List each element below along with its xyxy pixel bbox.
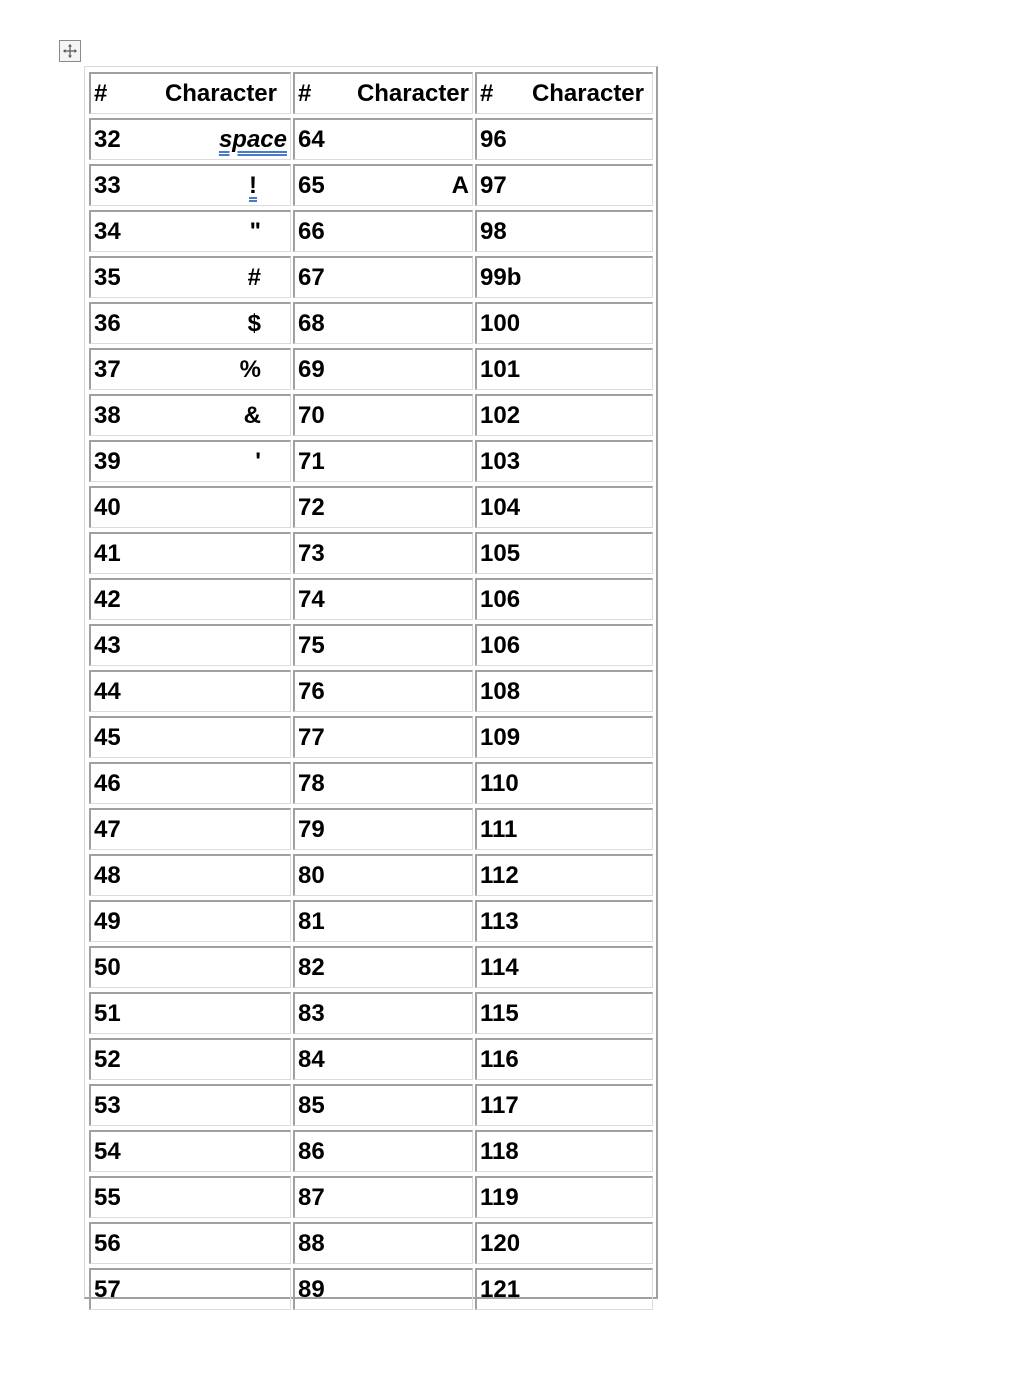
- table-cell[interactable]: [475, 346, 655, 392]
- code-number: 121: [480, 1275, 521, 1303]
- code-number: 36: [94, 309, 121, 337]
- code-number: 117: [480, 1091, 519, 1119]
- code-number: 64: [298, 125, 325, 153]
- code-number: 72: [298, 493, 325, 521]
- code-number: 34: [94, 217, 121, 245]
- code-number: 104: [480, 493, 521, 521]
- code-number: 109: [480, 723, 521, 751]
- code-number: 75: [298, 631, 325, 659]
- code-number: 118: [480, 1137, 519, 1165]
- table-cell[interactable]: [293, 484, 475, 530]
- code-number: 38: [94, 401, 121, 429]
- code-number: 87: [298, 1183, 325, 1211]
- character-value: ': [255, 447, 261, 475]
- code-number: 44: [94, 677, 121, 705]
- code-number: 40: [94, 493, 121, 521]
- ascii-table: [89, 70, 655, 1312]
- table-cell[interactable]: [475, 1036, 655, 1082]
- table-cell[interactable]: [293, 622, 475, 668]
- table-cell[interactable]: [89, 530, 293, 576]
- table-cell[interactable]: [475, 668, 655, 714]
- code-number: 110: [480, 769, 519, 797]
- code-number: 47: [94, 815, 121, 843]
- table-cell[interactable]: [293, 162, 475, 208]
- code-number: 48: [94, 861, 121, 889]
- table-cell[interactable]: [475, 576, 655, 622]
- code-number: 45: [94, 723, 121, 751]
- table-cell[interactable]: [89, 162, 293, 208]
- code-number: 68: [298, 309, 325, 337]
- table-cell[interactable]: [475, 714, 655, 760]
- code-number: 105: [480, 539, 521, 567]
- code-number: 78: [298, 769, 325, 797]
- table-cell[interactable]: [293, 760, 475, 806]
- table-row: [89, 622, 655, 668]
- code-number: 97: [480, 171, 507, 199]
- table-cell[interactable]: [293, 346, 475, 392]
- header-col-group-2: [293, 70, 475, 116]
- code-number: 74: [298, 585, 325, 613]
- table-cell[interactable]: [89, 116, 293, 162]
- ascii-table-container: [84, 66, 658, 1303]
- table-cell[interactable]: [293, 254, 475, 300]
- code-number: 99b: [480, 263, 522, 291]
- code-number: 98: [480, 217, 507, 245]
- table-cell[interactable]: [293, 668, 475, 714]
- table-cell[interactable]: [293, 300, 475, 346]
- code-number: 76: [298, 677, 325, 705]
- table-cell[interactable]: [293, 116, 475, 162]
- table-cell[interactable]: [89, 898, 293, 944]
- table-cell[interactable]: [475, 760, 655, 806]
- table-cell[interactable]: [475, 1266, 655, 1312]
- code-number: 46: [94, 769, 121, 797]
- table-cell[interactable]: [475, 438, 655, 484]
- table-row: [89, 254, 655, 300]
- code-number: 84: [298, 1045, 325, 1073]
- table-cell[interactable]: [89, 208, 293, 254]
- code-number: 102: [480, 401, 521, 429]
- code-number: 106: [480, 585, 521, 613]
- table-cell[interactable]: [475, 530, 655, 576]
- code-number: 49: [94, 907, 121, 935]
- table-cell[interactable]: [475, 300, 655, 346]
- table-cell[interactable]: [293, 806, 475, 852]
- table-cell[interactable]: [89, 300, 293, 346]
- code-number: 120: [480, 1229, 521, 1257]
- code-number: 67: [298, 263, 325, 291]
- table-cell[interactable]: [89, 806, 293, 852]
- code-number: 106: [480, 631, 521, 659]
- code-number: 41: [94, 539, 121, 567]
- table-row: [89, 392, 655, 438]
- code-number: 32: [94, 125, 121, 153]
- table-cell[interactable]: [475, 1174, 655, 1220]
- code-number: 108: [480, 677, 521, 705]
- table-cell[interactable]: [89, 1220, 293, 1266]
- table-header-row: [89, 70, 655, 116]
- code-number: 88: [298, 1229, 325, 1257]
- code-number: 37: [94, 355, 121, 383]
- table-row: [89, 1266, 655, 1312]
- table-row: [89, 668, 655, 714]
- table-cell[interactable]: [475, 806, 655, 852]
- code-number: 71: [298, 447, 325, 475]
- table-cell[interactable]: [89, 944, 293, 990]
- table-cell[interactable]: [475, 392, 655, 438]
- table-row: [89, 346, 655, 392]
- header-number-1: #: [94, 79, 108, 107]
- table-cell[interactable]: [89, 852, 293, 898]
- character-value: %: [239, 355, 261, 383]
- table-row: [89, 1174, 655, 1220]
- code-number: 116: [480, 1045, 519, 1073]
- table-cell[interactable]: [89, 990, 293, 1036]
- code-number: 86: [298, 1137, 325, 1165]
- table-cell[interactable]: [293, 208, 475, 254]
- table-row: [89, 530, 655, 576]
- table-cell[interactable]: [293, 1174, 475, 1220]
- table-cell[interactable]: [293, 852, 475, 898]
- table-cell[interactable]: [475, 1220, 655, 1266]
- code-number: 39: [94, 447, 121, 475]
- header-character-3: Character: [531, 79, 644, 107]
- header-col-group-1: [89, 70, 293, 116]
- table-row: [89, 116, 655, 162]
- table-cell[interactable]: [475, 484, 655, 530]
- code-number: 53: [94, 1091, 121, 1119]
- table-cell[interactable]: [293, 576, 475, 622]
- code-number: 51: [94, 999, 121, 1027]
- character-value: &: [243, 401, 261, 429]
- table-row: [89, 1082, 655, 1128]
- table-cell[interactable]: [475, 162, 655, 208]
- character-value: #: [247, 263, 261, 291]
- code-number: 42: [94, 585, 121, 613]
- table-row: [89, 898, 655, 944]
- table-cell[interactable]: [293, 1266, 475, 1312]
- table-row: [89, 944, 655, 990]
- table-cell[interactable]: [89, 346, 293, 392]
- code-number: 114: [480, 953, 519, 981]
- code-number: 73: [298, 539, 325, 567]
- code-number: 111: [480, 815, 518, 843]
- table-cell[interactable]: [293, 714, 475, 760]
- table-row: [89, 760, 655, 806]
- code-number: 66: [298, 217, 325, 245]
- code-number: 69: [298, 355, 325, 383]
- table-cell[interactable]: [475, 990, 655, 1036]
- table-cell[interactable]: [293, 392, 475, 438]
- table-cell[interactable]: [293, 944, 475, 990]
- table-cell[interactable]: [89, 1174, 293, 1220]
- table-row: [89, 162, 655, 208]
- table-cell[interactable]: [89, 714, 293, 760]
- table-row: [89, 300, 655, 346]
- code-number: 85: [298, 1091, 325, 1119]
- table-cell[interactable]: [475, 208, 655, 254]
- table-cell[interactable]: [89, 392, 293, 438]
- character-value: !: [249, 171, 257, 199]
- code-number: 79: [298, 815, 325, 843]
- table-cell[interactable]: [293, 530, 475, 576]
- code-number: 54: [94, 1137, 121, 1165]
- table-cell[interactable]: [475, 622, 655, 668]
- table-cell[interactable]: [293, 990, 475, 1036]
- table-row: [89, 438, 655, 484]
- code-number: 83: [298, 999, 325, 1027]
- table-cell[interactable]: [89, 668, 293, 714]
- table-row: [89, 1036, 655, 1082]
- code-number: 56: [94, 1229, 121, 1257]
- table-row: [89, 576, 655, 622]
- table-cell[interactable]: [293, 1220, 475, 1266]
- table-cell[interactable]: [89, 438, 293, 484]
- code-number: 113: [480, 907, 519, 935]
- code-number: 82: [298, 953, 325, 981]
- header-character-1: Character: [164, 79, 277, 107]
- code-number: 89: [298, 1275, 325, 1303]
- character-value: A: [451, 171, 469, 199]
- table-cell[interactable]: [89, 1128, 293, 1174]
- code-number: 57: [94, 1275, 121, 1303]
- table-cell[interactable]: [475, 1082, 655, 1128]
- table-cell[interactable]: [475, 944, 655, 990]
- table-cell[interactable]: [89, 622, 293, 668]
- move-icon: [62, 43, 78, 59]
- code-number: 81: [298, 907, 325, 935]
- table-cell[interactable]: [293, 1082, 475, 1128]
- table-cell[interactable]: [89, 1036, 293, 1082]
- table-cell[interactable]: [475, 898, 655, 944]
- table-cell[interactable]: [293, 898, 475, 944]
- table-cell[interactable]: [89, 484, 293, 530]
- code-number: 52: [94, 1045, 121, 1073]
- character-value: ": [249, 217, 261, 245]
- table-cell[interactable]: [475, 1128, 655, 1174]
- table-cell[interactable]: [293, 438, 475, 484]
- table-row: [89, 1220, 655, 1266]
- code-number: 77: [298, 723, 325, 751]
- header-number-3: #: [480, 79, 494, 107]
- table-cell[interactable]: [89, 760, 293, 806]
- code-number: 65: [298, 171, 325, 199]
- code-number: 50: [94, 953, 121, 981]
- character-value: $: [247, 309, 261, 337]
- code-number: 70: [298, 401, 325, 429]
- character-value: space: [218, 125, 287, 153]
- header-character-2: Character: [356, 79, 469, 107]
- code-number: 80: [298, 861, 325, 889]
- code-number: 112: [480, 861, 519, 889]
- table-cell[interactable]: [475, 116, 655, 162]
- table-row: [89, 714, 655, 760]
- table-row: [89, 990, 655, 1036]
- header-col-group-3: [475, 70, 655, 116]
- table-cell[interactable]: [475, 254, 655, 300]
- code-number: 33: [94, 171, 121, 199]
- table-cell[interactable]: [293, 1036, 475, 1082]
- code-number: 100: [480, 309, 521, 337]
- table-cell[interactable]: [89, 1266, 293, 1312]
- table-row: [89, 852, 655, 898]
- code-number: 103: [480, 447, 521, 475]
- code-number: 55: [94, 1183, 121, 1211]
- code-number: 115: [480, 999, 519, 1027]
- code-number: 96: [480, 125, 507, 153]
- code-number: 35: [94, 263, 121, 291]
- table-cell[interactable]: [293, 1128, 475, 1174]
- code-number: 119: [480, 1183, 519, 1211]
- table-cell[interactable]: [89, 576, 293, 622]
- code-number: 43: [94, 631, 121, 659]
- header-number-2: #: [298, 79, 312, 107]
- code-number: 101: [480, 355, 521, 383]
- table-row: [89, 484, 655, 530]
- table-cell[interactable]: [89, 1082, 293, 1128]
- table-row: [89, 208, 655, 254]
- table-cell[interactable]: [89, 254, 293, 300]
- table-row: [89, 806, 655, 852]
- table-move-handle[interactable]: [59, 40, 81, 62]
- table-cell[interactable]: [475, 852, 655, 898]
- table-row: [89, 1128, 655, 1174]
